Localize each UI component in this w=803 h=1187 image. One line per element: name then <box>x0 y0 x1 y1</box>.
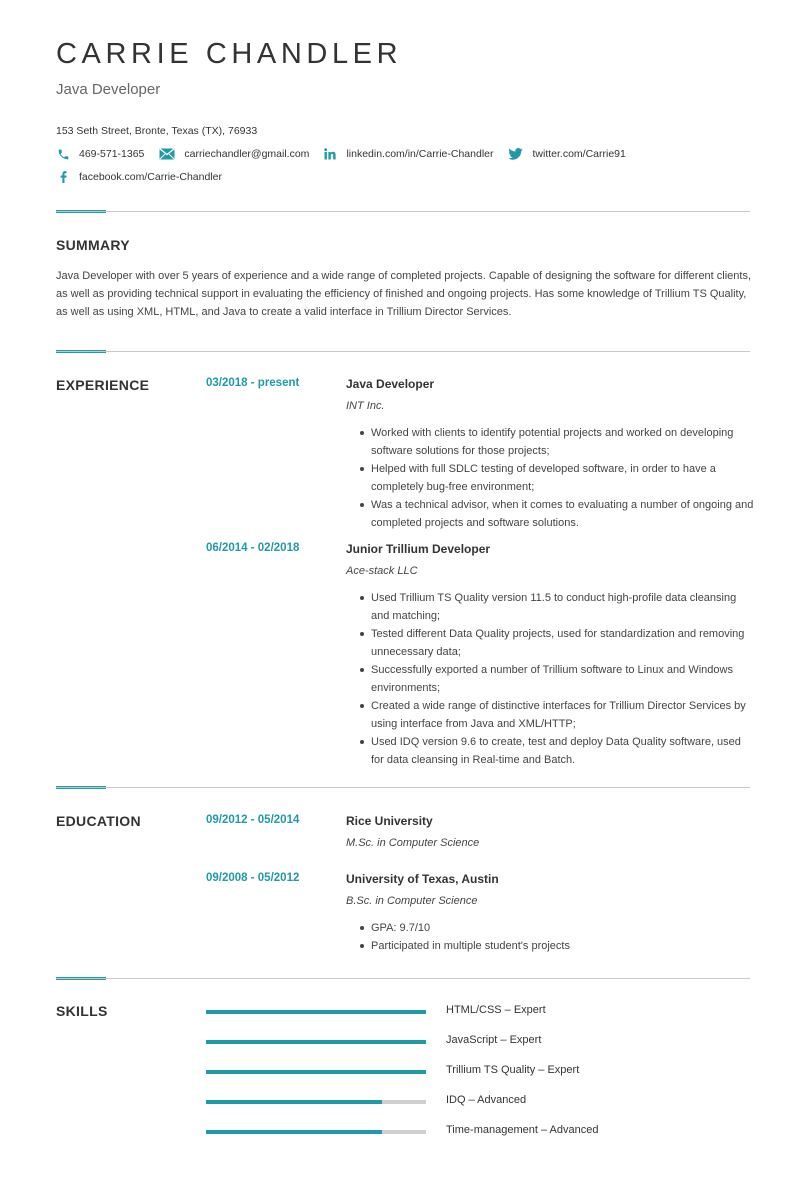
experience-heading: EXPERIENCE <box>56 377 150 393</box>
section-divider <box>56 978 750 979</box>
facebook-text[interactable]: facebook.com/Carrie-Chandler <box>79 171 222 183</box>
section-divider <box>56 211 750 212</box>
list-item: Helped with full SDLC testing of developed software, in order to have a completely bug-free environment; <box>371 460 755 496</box>
skill-label: HTML/CSS – Expert <box>446 1004 546 1016</box>
twitter-contact[interactable] <box>508 147 626 161</box>
skill-label: Trillium TS Quality – Expert <box>446 1064 580 1076</box>
list-item: Was a technical advisor, when it comes to evaluating a number of ongoing and completed projects and software solutions. <box>371 496 755 532</box>
skill-bar <box>206 1040 426 1044</box>
skill-bar <box>206 1010 426 1014</box>
contact-row <box>56 147 640 161</box>
linkedin-icon <box>323 147 337 161</box>
facebook-icon <box>56 170 70 184</box>
list-item: GPA: 9.7/10 <box>371 919 755 937</box>
skill-item <box>206 1094 626 1110</box>
section-divider <box>56 351 750 352</box>
school-name: Rice University <box>346 814 433 828</box>
address: 153 Seth Street, Bronte, Texas (TX), 76933 <box>56 125 258 137</box>
skill-bar-fill <box>206 1070 426 1074</box>
list-item: Used Trillium TS Quality version 11.5 to conduct high-profile data cleansing and matching; <box>371 589 755 625</box>
skill-bar-fill <box>206 1100 382 1104</box>
skill-item <box>206 1034 626 1050</box>
school-name: University of Texas, Austin <box>346 872 499 886</box>
skill-bar-fill <box>206 1040 426 1044</box>
list-item: Tested different Data Quality projects, used for standardization and removing unnecessary data; <box>371 625 755 661</box>
job-role: Junior Trillium Developer <box>346 542 491 556</box>
degree: B.Sc. in Computer Science <box>346 895 478 907</box>
skill-bar <box>206 1130 426 1134</box>
envelope-icon <box>158 147 175 161</box>
skill-label: IDQ – Advanced <box>446 1094 527 1106</box>
summary-heading: SUMMARY <box>56 237 130 253</box>
skill-item <box>206 1004 626 1020</box>
contact-row-2 <box>56 170 236 184</box>
facebook-contact[interactable] <box>56 170 222 184</box>
skill-label: Time-management – Advanced <box>446 1124 599 1136</box>
skill-bar <box>206 1070 426 1074</box>
section-divider <box>56 787 750 788</box>
candidate-name: CARRIE CHANDLER <box>56 38 403 70</box>
phone-icon <box>56 147 70 161</box>
skill-item <box>206 1064 626 1080</box>
list-item: Used IDQ version 9.6 to create, test and deploy Data Quality software, used for data cleansing in Real-time and Batch. <box>371 733 755 769</box>
list-item: Worked with clients to identify potential projects and worked on developing software solutions for those projects; <box>371 424 755 460</box>
job-bullets <box>371 589 755 769</box>
skill-item <box>206 1124 626 1140</box>
job-company: Ace-stack LLC <box>346 565 418 577</box>
email-contact[interactable] <box>158 147 309 161</box>
list-item: Created a wide range of distinctive interfaces for Trillium Director Services by using interface from Java and XML/HTTP; <box>371 697 755 733</box>
skill-label: JavaScript – Expert <box>446 1034 542 1046</box>
education-heading: EDUCATION <box>56 813 141 829</box>
degree: M.Sc. in Computer Science <box>346 837 480 849</box>
job-role: Java Developer <box>346 377 435 391</box>
twitter-text[interactable]: twitter.com/Carrie91 <box>532 148 626 160</box>
twitter-icon <box>508 147 524 161</box>
phone-contact <box>56 147 144 161</box>
linkedin-text[interactable]: linkedin.com/in/Carrie-Chandler <box>346 148 494 160</box>
list-item: Participated in multiple student's projects <box>371 937 755 955</box>
candidate-title: Java Developer <box>56 81 161 98</box>
education-bullets <box>371 919 755 955</box>
skill-bar-fill <box>206 1130 382 1134</box>
skill-bar <box>206 1100 426 1104</box>
job-bullets <box>371 424 755 532</box>
list-item: Successfully exported a number of Trillium software to Linux and Windows environments; <box>371 661 755 697</box>
job-dates: 03/2018 - present <box>206 377 300 389</box>
education-dates: 09/2012 - 05/2014 <box>206 814 300 826</box>
job-dates: 06/2014 - 02/2018 <box>206 542 300 554</box>
skills-heading: SKILLS <box>56 1003 108 1019</box>
linkedin-contact[interactable] <box>323 147 493 161</box>
skill-bar-fill <box>206 1010 426 1014</box>
education-dates: 09/2008 - 05/2012 <box>206 872 300 884</box>
phone-text: 469-571-1365 <box>79 148 145 160</box>
summary-text: Java Developer with over 5 years of experience and a wide range of completed projects. Capable of designing the software for different clients, as well as providing technical support in evaluating the efficiency of finished and ongoing projects. Has some knowledge of Trillium TS Quality, as well as using XML, HTML, and Java to create a valid interface in Trillium Director Services. <box>56 270 752 318</box>
job-company: INT Inc. <box>346 400 385 412</box>
email-text[interactable]: carriechandler@gmail.com <box>184 148 310 160</box>
